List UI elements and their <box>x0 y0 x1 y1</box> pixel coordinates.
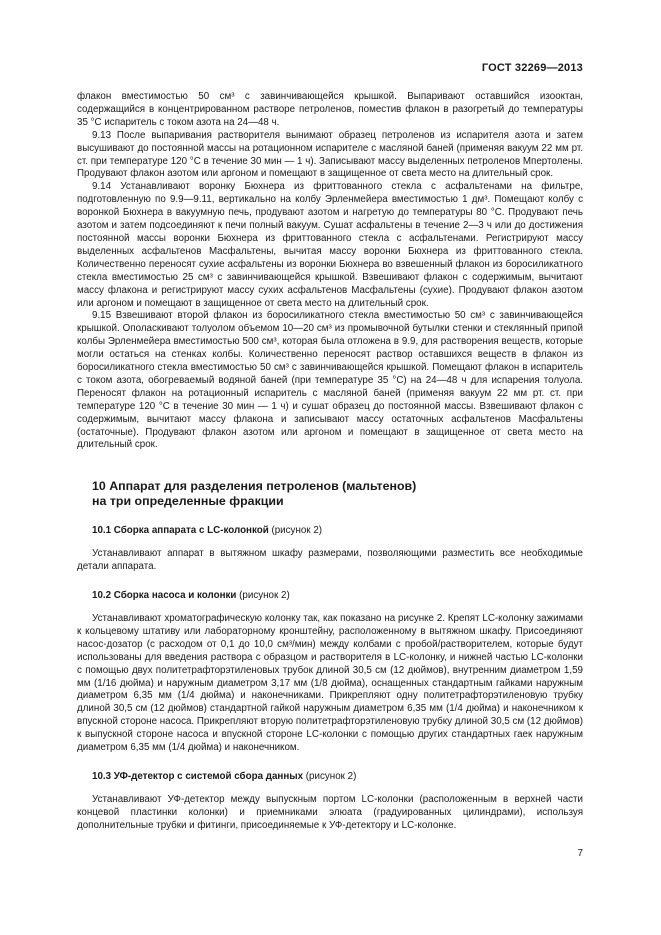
subsection-10-3-text: Устанавливают УФ-детектор между выпускным портом LC-колонки (расположенным в верхней части концевой пластинки колонки) и приемниками элюата (градуированных цилиндрами), используя дополнительные трубки и фитинги, присоединяемые к УФ-детектору и LC-колонке. <box>77 793 583 831</box>
subsection-heading-text: 10.3 УФ-детектор с системой сбора данных <box>92 770 304 782</box>
document-body <box>77 91 583 833</box>
subsection-10-2-heading <box>77 590 583 603</box>
section-10-title <box>92 479 583 509</box>
subsection-heading-text: 10.2 Сборка насоса и колонки <box>92 590 237 602</box>
figure-ref: (рисунок 2) <box>268 525 323 537</box>
subsection-10-1-text: Устанавливают аппарат в вытяжном шкафу размерами, позволяющими разместить все необходимые детали аппарата. <box>77 548 583 573</box>
subsection-10-3-heading <box>77 771 583 784</box>
subsection-heading-text: 10.1 Сборка аппарата с LC-колонкой <box>92 525 269 537</box>
section-title-line2: на три определенные фракции <box>92 494 284 509</box>
paragraph-continuation: флакон вместимостью 50 см³ с завинчивающейся крышкой. Выпаривают оставшийся изооктан, содержащийся в концентрированном растворе петроленов, поместив флакон в разогретый до температуры 35 °С испаритель с током азота на 24—48 ч. <box>77 91 583 128</box>
paragraph-9-14: 9.14 Устанавливают воронку Бюхнера из фриттованного стекла с асфальтенами на фильтре, подготовленную по 9.9—9.11, вертикально на колбу Эрленмейера вместимостью 1 дм³. Помещают колбу с воронкой Бюхнера в вакуумную печь, продувают азотом и нагретую до температуры 80 °С. Продувают печь азотом и затем подсоединяют к печи полный вакуум. Сушат асфальтены в течение 2—3 ч или до достижения постоянной массы воронки Бюхнера из фриттованного стекла с асфальтенами. Регистрируют массу выделенных асфальтенов Mасфальтены, вычитая массу воронки Бюхнера из фриттованного стекла. Количественно переносят сухие асфальтены из воронки Бюхнера во взвешенный флакон из боросиликатного стекла вместимостью 25 см³ с завинчивающейся крышкой. Взвешивают флакон с содержимым, вычитают массу флакона и регистрируют массу сухих асфальтенов Mасфальтены (сухие). Продувают флакон азотом или аргоном и помещают в защищенное от света место на длительный срок. <box>77 181 583 309</box>
standard-header: ГОСТ 32269—2013 <box>481 62 583 74</box>
subsection-10-1-heading <box>77 525 583 538</box>
paragraph-9-15: 9.15 Взвешивают второй флакон из боросиликатного стекла вместимостью 50 см³ с завинчивающейся крышкой. Ополаскивают толуолом объемом 10—20 см³ из промывочной бутылки стенки и стеклянный припой колбы Эрленмейера вместимостью 500 см³, которая была отложена в 9.9, для растворения веществ, которые могли остаться на стенках колбы. Количественно переносят раствор оставшихся веществ в флакон из боросиликатного стекла вместимостью 50 см³ с завинчивающейся крышкой. Помещают флакон в испаритель с током азота, обогреваемый водяной баней (при температуре 35 °С) на 24—48 ч для испарения толуола. Переносят флакон на ротационный испаритель с масляной баней (применяя вакуум 22 мм рт. ст. при температуре 120 °С в течение 30 мин — 1 ч) и сушат образец до постоянной массы. Взвешивают флакон с содержимым, вычитают массу флакона и записывают массу остаточных асфальтенов Mасфальтены (остаточные). Продувают флакон азотом или аргоном и помещают в защищенное от света место на длительный срок. <box>77 310 583 451</box>
subsection-10-2-text: Устанавливают хроматографическую колонку так, как показано на рисунке 2. Крепят LC-колонку зажимами к кольцевому штативу или лабораторному кронштейну, расположенному в вытяжном шкафу. Присоединяют насос-дозатор (с расходом от 0,1 до 10,0 см³/мин) между колбами с пробой/растворителем, которые будут использованы для введения раствора с образцом и растворителя в LC-колонку, и нижней частью LC-колонки с помощью двух политетрафторэтиленовых трубок длиной 30,5 см (12 дюймов), внутренним диаметром 1,59 мм (1/16 дюйма) и наружным диаметром 3,17 мм (1/8 дюйма), оснащенных стандартным гайками наружным диаметром 6,35 мм (1/4 дюйма) и наконечниками. Прикрепляют одну политетрафторэтиленовую трубку длиной 30,5 см (12 дюймов) стандартной гайкой наружным диаметром 6,35 мм (1/4 дюйма) и наконечником к впускной стороне насоса. Прикрепляют вторую политетрафторэтиленовую трубку длиной 30,5 см (12 дюймов) к выпускной стороне насоса и впускной стороне LC-колонки с помощью других стандартных гаек наружным диаметром 6,35 мм (1/4 дюйма) и наконечником. <box>77 613 583 754</box>
figure-ref: (рисунок 2) <box>303 770 357 782</box>
page-number: 7 <box>577 848 583 859</box>
paragraph-9-13: 9.13 После выпаривания растворителя вынимают образец петроленов из испарителя азота и затем высушивают до постоянной массы на ротационном испарителе с масляной баней (применяя вакуум 22 мм рт. ст. при температуре 120 °С в течение 30 мин — 1 ч). Записывают массу выделенных петроленов Mпертолены. Продувают флакон азотом или аргоном и помещают в защищенное от света место на длительный срок. <box>77 129 583 180</box>
figure-ref: (рисунок 2) <box>236 590 290 602</box>
section-title-line1: 10 Аппарат для разделения петроленов (мальтенов) <box>92 479 417 494</box>
